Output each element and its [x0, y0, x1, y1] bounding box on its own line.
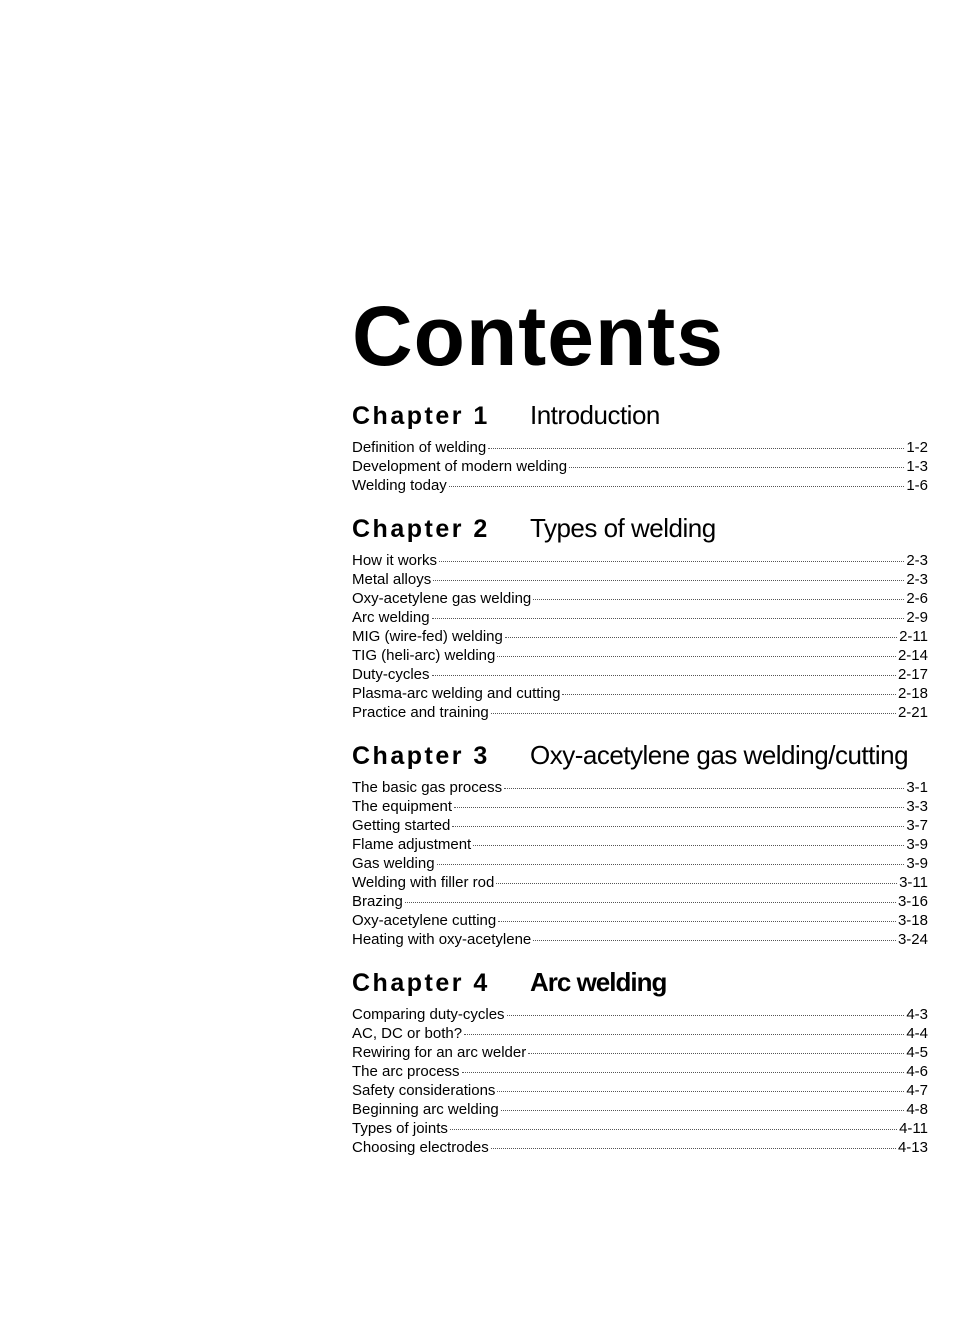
toc-entry-label: Oxy-acetylene cutting — [352, 912, 497, 929]
toc-entry-page: 4-3 — [906, 1006, 928, 1023]
toc-entry-page: 1-6 — [906, 477, 928, 494]
chapter-title: Arc welding — [530, 967, 667, 997]
dot-leader — [473, 845, 904, 846]
dot-leader — [533, 599, 904, 600]
toc-entry[interactable] — [352, 551, 928, 570]
toc-entry-label: The arc process — [352, 1063, 460, 1080]
toc-entry[interactable] — [352, 1081, 928, 1100]
chapter-number: Chapter 4 — [352, 969, 490, 997]
dot-leader — [433, 580, 904, 581]
toc-entry-page: 3-9 — [906, 855, 928, 872]
toc-entry[interactable] — [352, 1005, 928, 1024]
toc-entry-label: Plasma-arc welding and cutting — [352, 685, 561, 702]
toc-entry-page: 4-4 — [906, 1025, 928, 1042]
dot-leader — [569, 467, 904, 468]
toc-entry[interactable] — [352, 930, 928, 949]
toc-entry-page: 3-16 — [897, 893, 928, 910]
toc-entry[interactable] — [352, 589, 928, 608]
toc-entry-page: 3-9 — [906, 836, 928, 853]
toc-entry[interactable] — [352, 778, 928, 797]
toc-entry[interactable] — [352, 703, 928, 722]
toc-entry-label: Types of joints — [352, 1120, 448, 1137]
toc-entry-page: 2-3 — [906, 571, 928, 588]
toc-entry[interactable] — [352, 1119, 928, 1138]
dot-leader — [497, 1091, 904, 1092]
toc-entry[interactable] — [352, 873, 928, 892]
toc-entry[interactable] — [352, 457, 928, 476]
toc-entry[interactable] — [352, 1138, 928, 1157]
toc-entry[interactable] — [352, 476, 928, 495]
dot-leader — [491, 1148, 896, 1149]
dot-leader — [498, 921, 896, 922]
dot-leader — [504, 788, 904, 789]
toc-entry-page: 4-13 — [897, 1139, 928, 1156]
toc-entry-page: 2-14 — [897, 647, 928, 664]
toc-entry-page: 3-11 — [899, 874, 928, 891]
toc-entry[interactable] — [352, 627, 928, 646]
toc-entry-page: 3-24 — [897, 931, 928, 948]
toc-entry-page: 3-18 — [897, 912, 928, 929]
dot-leader — [464, 1034, 904, 1035]
toc-entry[interactable] — [352, 438, 928, 457]
chapter-heading — [352, 400, 928, 434]
chapter-section — [352, 740, 928, 949]
toc-entry[interactable] — [352, 892, 928, 911]
dot-leader — [491, 713, 896, 714]
toc-entry-label: How it works — [352, 552, 438, 569]
chapter-heading — [352, 740, 928, 774]
dot-leader — [501, 1110, 905, 1111]
chapter-heading — [352, 967, 928, 1001]
chapter-section — [352, 513, 928, 722]
toc-entry-label: Comparing duty-cycles — [352, 1006, 505, 1023]
toc-entry-label: Oxy-acetylene gas welding — [352, 590, 532, 607]
toc-entry-label: Safety considerations — [352, 1082, 496, 1099]
chapter-number: Chapter 3 — [352, 742, 490, 770]
toc-entry-label: Definition of welding — [352, 439, 487, 456]
toc-entry[interactable] — [352, 570, 928, 589]
dot-leader — [507, 1015, 905, 1016]
dot-leader — [528, 1053, 904, 1054]
toc-entry-page: 2-17 — [897, 666, 928, 683]
toc-entry-page: 2-6 — [906, 590, 928, 607]
toc-entry-page: 4-7 — [906, 1082, 928, 1099]
dot-leader — [432, 618, 905, 619]
toc-entry-page: 2-18 — [897, 685, 928, 702]
toc-entry-label: The equipment — [352, 798, 453, 815]
toc-entry-label: TIG (heli-arc) welding — [352, 647, 496, 664]
dot-leader — [450, 1129, 897, 1130]
dot-leader — [432, 675, 896, 676]
toc-entry-label: Welding with filler rod — [352, 874, 495, 891]
toc-entry-page: 4-11 — [899, 1120, 928, 1137]
dot-leader — [454, 807, 904, 808]
dot-leader — [449, 486, 905, 487]
toc-entry-page: 4-8 — [906, 1101, 928, 1118]
dot-leader — [462, 1072, 905, 1073]
toc-entry[interactable] — [352, 608, 928, 627]
toc-entry-label: Beginning arc welding — [352, 1101, 499, 1118]
toc-entry[interactable] — [352, 797, 928, 816]
dot-leader — [488, 448, 904, 449]
chapter-list — [352, 400, 928, 1157]
toc-entry-label: Rewiring for an arc welder — [352, 1044, 527, 1061]
toc-entry-label: MIG (wire-fed) welding — [352, 628, 503, 645]
chapter-title: Oxy-acetylene gas welding/cutting — [530, 740, 909, 770]
dot-leader — [505, 637, 897, 638]
toc-entry-page: 3-3 — [906, 798, 928, 815]
toc-entry-label: Getting started — [352, 817, 451, 834]
toc-entry-label: Heating with oxy-acetylene — [352, 931, 532, 948]
dot-leader — [405, 902, 896, 903]
toc-entry-label: Brazing — [352, 893, 403, 910]
toc-entry-label: Flame adjustment — [352, 836, 472, 853]
toc-entry-label: Arc welding — [352, 609, 430, 626]
chapter-number: Chapter 2 — [352, 515, 490, 543]
chapter-number: Chapter 1 — [352, 402, 490, 430]
chapter-section — [352, 967, 928, 1157]
toc-entry[interactable] — [352, 816, 928, 835]
dot-leader — [439, 561, 904, 562]
toc-entry[interactable] — [352, 1062, 928, 1081]
toc-entry-label: Development of modern welding — [352, 458, 568, 475]
toc-entry-page: 2-9 — [906, 609, 928, 626]
toc-entry-label: Duty-cycles — [352, 666, 430, 683]
toc-entry[interactable] — [352, 1100, 928, 1119]
dot-leader — [452, 826, 904, 827]
toc-entry-label: Welding today — [352, 477, 447, 494]
chapter-heading — [352, 513, 928, 547]
chapter-title: Types of welding — [530, 513, 716, 543]
dot-leader — [496, 883, 897, 884]
toc-entry-page: 4-5 — [906, 1044, 928, 1061]
toc-entry-label: AC, DC or both? — [352, 1025, 463, 1042]
chapter-section — [352, 400, 928, 495]
toc-entry-page: 2-21 — [897, 704, 928, 721]
toc-entry[interactable] — [352, 684, 928, 703]
dot-leader — [437, 864, 905, 865]
toc-entry[interactable] — [352, 646, 928, 665]
toc-entry-page: 1-2 — [906, 439, 928, 456]
toc-entry[interactable] — [352, 835, 928, 854]
dot-leader — [562, 694, 896, 695]
toc-entry-page: 2-3 — [906, 552, 928, 569]
toc-entry-page: 4-6 — [906, 1063, 928, 1080]
toc-entry-label: Practice and training — [352, 704, 489, 721]
toc-entry-page: 2-11 — [899, 628, 928, 645]
toc-entry[interactable] — [352, 1024, 928, 1043]
toc-entry[interactable] — [352, 665, 928, 684]
toc-entry-label: Metal alloys — [352, 571, 432, 588]
page-title: Contents — [352, 289, 724, 383]
dot-leader — [497, 656, 896, 657]
toc-entry-page: 1-3 — [906, 458, 928, 475]
dot-leader — [533, 940, 896, 941]
toc-entry[interactable] — [352, 1043, 928, 1062]
toc-entry-label: Gas welding — [352, 855, 435, 872]
toc-entry-label: The basic gas process — [352, 779, 503, 796]
table-of-contents — [352, 288, 928, 1175]
toc-entry-page: 3-7 — [906, 817, 928, 834]
toc-entry-page: 3-1 — [906, 779, 928, 796]
chapter-title: Introduction — [530, 400, 660, 430]
toc-entry[interactable] — [352, 854, 928, 873]
toc-entry[interactable] — [352, 911, 928, 930]
toc-entry-label: Choosing electrodes — [352, 1139, 489, 1156]
